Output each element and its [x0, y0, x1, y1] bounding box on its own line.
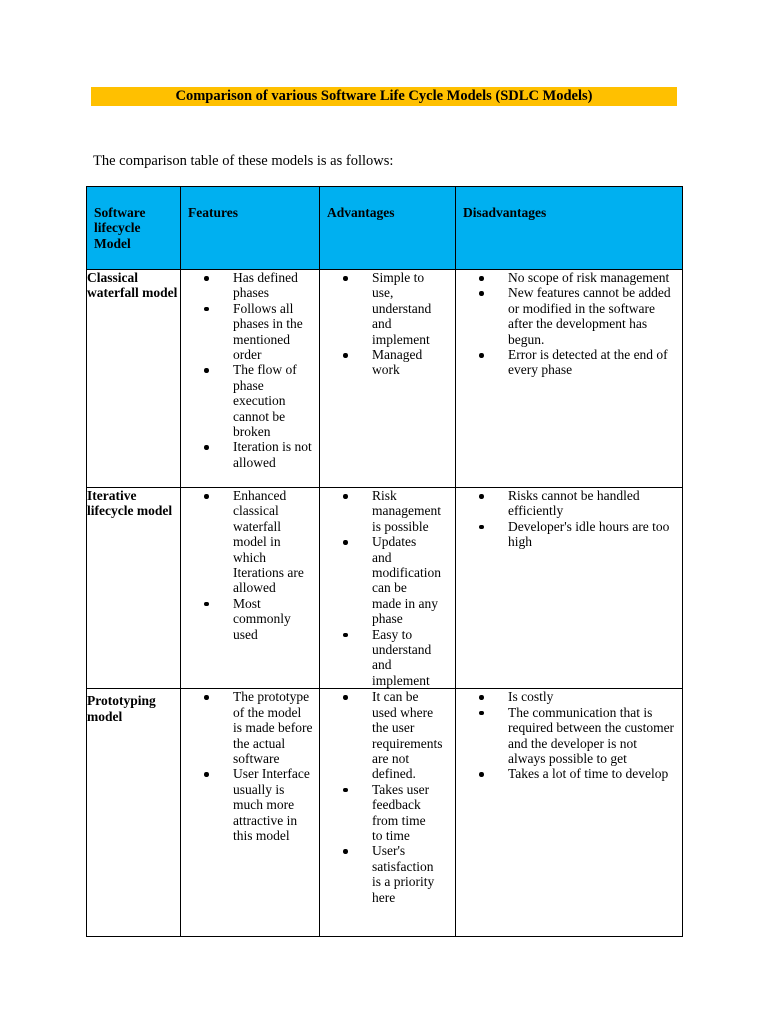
list-item: Takes user feedback from time to time — [320, 782, 455, 844]
list-item: Takes a lot of time to develop — [456, 766, 682, 781]
intro-text: The comparison table of these models is as follows: — [93, 153, 394, 169]
list-item: Most commonly used — [181, 596, 319, 642]
advantages-cell — [320, 270, 456, 488]
features-cell — [181, 488, 320, 689]
disadvantages-cell — [456, 270, 683, 488]
table-header-row — [87, 187, 683, 270]
model-name: Classical waterfall model — [87, 270, 181, 488]
document-title: Comparison of various Software Life Cycle Models (SDLC Models) — [91, 87, 677, 106]
list-item: Iteration is not allowed — [181, 439, 319, 470]
header-advantages: Advantages — [320, 187, 456, 270]
model-name: Prototyping model — [87, 689, 181, 937]
list-item: No scope of risk management — [456, 270, 682, 285]
list-item: Is costly — [456, 689, 682, 704]
list-item: Risks cannot be handled efficiently — [456, 488, 682, 519]
list-item: The flow of phase execution cannot be broken — [181, 362, 319, 439]
list-item: The prototype of the model is made before the actual software — [181, 689, 319, 766]
header-features: Features — [181, 187, 320, 270]
list-item: Risk management is possible — [320, 488, 455, 534]
comparison-table — [86, 186, 683, 937]
list-item: It can be used where the user requirements are not defined. — [320, 689, 455, 781]
list-item: Has defined phases — [181, 270, 319, 301]
features-cell — [181, 689, 320, 937]
list-item: The communication that is required between the customer and the developer is not always possible to get — [456, 705, 682, 767]
list-item: Developer's idle hours are too high — [456, 519, 682, 550]
list-item: New features cannot be added or modified in the software after the development has begun. — [456, 285, 682, 347]
table-row — [87, 488, 683, 689]
header-model: Software lifecycle Model — [87, 187, 181, 270]
list-item: Managed work — [320, 347, 455, 378]
list-item: Enhanced classical waterfall model in which Iterations are allowed — [181, 488, 319, 596]
list-item: User's satisfaction is a priority here — [320, 843, 455, 905]
list-item: User Interface usually is much more attractive in this model — [181, 766, 319, 843]
list-item: Updates and modification can be made in any phase — [320, 534, 455, 626]
list-item: Simple to use, understand and implement — [320, 270, 455, 347]
model-name: Iterative lifecycle model — [87, 488, 181, 689]
advantages-cell — [320, 689, 456, 937]
list-item: Easy to understand and implement — [320, 627, 455, 689]
disadvantages-cell — [456, 488, 683, 689]
table-row — [87, 270, 683, 488]
header-disadvantages: Disadvantages — [456, 187, 683, 270]
table-row — [87, 689, 683, 937]
disadvantages-cell — [456, 689, 683, 937]
list-item: Error is detected at the end of every phase — [456, 347, 682, 378]
features-cell — [181, 270, 320, 488]
advantages-cell — [320, 488, 456, 689]
list-item: Follows all phases in the mentioned order — [181, 301, 319, 363]
